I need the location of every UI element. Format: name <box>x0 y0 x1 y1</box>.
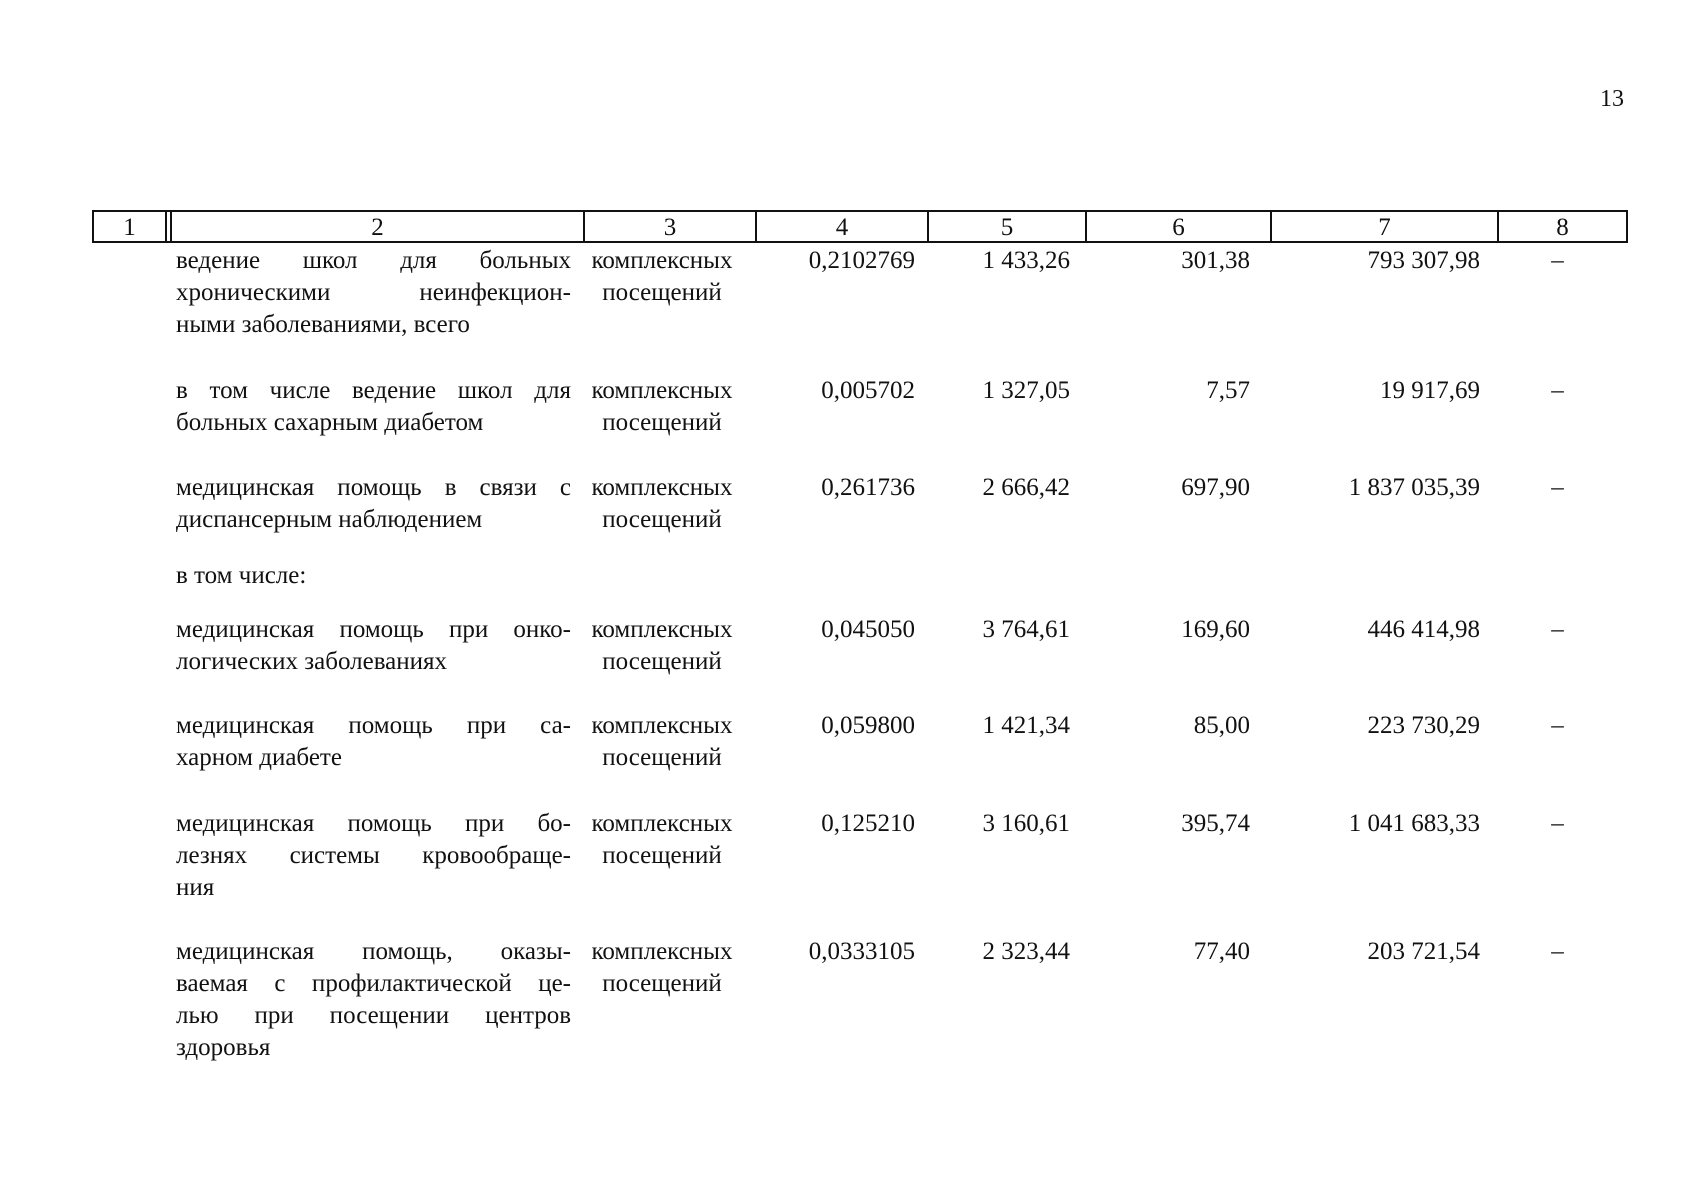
description-line: ваемая с профилактической це- <box>176 970 571 997</box>
row-description <box>176 808 571 904</box>
description-line: логических заболеваниях <box>176 648 448 675</box>
header-cell-1: 1 <box>123 214 136 241</box>
row-unit <box>578 710 746 774</box>
description-line: в том числе ведение школ для <box>176 377 571 404</box>
description-line: харном диабете <box>176 744 342 771</box>
col8-value: – <box>1551 616 1564 643</box>
description-line: медицинская помощь, оказы- <box>176 938 571 965</box>
col4-value: 0,125210 <box>821 810 915 837</box>
col7-value: 223 730,29 <box>1367 712 1480 739</box>
col6-value: 697,90 <box>1181 474 1250 501</box>
col5-value: 1 433,26 <box>982 247 1070 274</box>
unit-line: комплексных <box>591 712 733 739</box>
col6-value: 7,57 <box>1206 377 1250 404</box>
row-unit <box>578 936 746 1000</box>
col7-value: 446 414,98 <box>1367 616 1480 643</box>
description-line: медицинская помощь в связи с <box>176 474 571 501</box>
col6-value: 301,38 <box>1181 247 1250 274</box>
header-cell-8: 8 <box>1497 212 1626 241</box>
header-cell-7: 7 <box>1270 212 1497 241</box>
description-line: ния <box>176 874 215 901</box>
row-description <box>176 710 571 774</box>
col4-value: 0,045050 <box>821 616 915 643</box>
col7-value: 1 837 035,39 <box>1348 474 1480 501</box>
page-number: 13 <box>1600 86 1624 112</box>
unit-line: посещений <box>602 648 722 675</box>
header-cell-4: 4 <box>755 212 927 241</box>
description-line: диспансерным наблюдением <box>176 506 483 533</box>
col4-value: 0,059800 <box>821 712 915 739</box>
unit-line: посещений <box>602 842 722 869</box>
header-cell-2: 2 <box>170 212 583 241</box>
header-cell-3: 3 <box>583 212 755 241</box>
unit-line: посещений <box>602 970 722 997</box>
col5-value: 2 323,44 <box>982 938 1070 965</box>
table-header-row <box>92 210 1628 243</box>
col4-value: 0,261736 <box>821 474 915 501</box>
col7-value: 19 917,69 <box>1380 377 1480 404</box>
description-line: хроническими неинфекцион- <box>176 279 571 306</box>
description-line: ведение школ для больных <box>176 247 571 274</box>
col5-value: 1 421,34 <box>982 712 1070 739</box>
col8-value: – <box>1551 938 1564 965</box>
col5-value: 2 666,42 <box>982 474 1070 501</box>
row-description <box>176 936 571 1064</box>
description-line: медицинская помощь при бо- <box>176 810 571 837</box>
row-description <box>176 375 571 439</box>
description-line: лезнях системы кровообраще- <box>176 842 571 869</box>
description-line: больных сахарным диабетом <box>176 409 484 436</box>
col6-value: 169,60 <box>1181 616 1250 643</box>
col5-value: 3 764,61 <box>982 616 1070 643</box>
col8-value: – <box>1551 810 1564 837</box>
unit-line: посещений <box>602 744 722 771</box>
col4-value: 0,005702 <box>821 377 915 404</box>
col5-value: 1 327,05 <box>982 377 1070 404</box>
col7-value: 1 041 683,33 <box>1348 810 1480 837</box>
unit-line: комплексных <box>591 474 733 501</box>
unit-line: комплексных <box>591 377 733 404</box>
col4-value: 0,2102769 <box>808 247 915 274</box>
col8-value: – <box>1551 247 1564 274</box>
col6-value: 77,40 <box>1193 938 1250 965</box>
row-unit <box>578 472 746 536</box>
header-cell-6: 6 <box>1085 212 1270 241</box>
subheading: в том числе: <box>176 562 307 589</box>
col7-value: 203 721,54 <box>1367 938 1480 965</box>
col6-value: 85,00 <box>1193 712 1250 739</box>
description-line: здоровья <box>176 1034 271 1061</box>
row-unit <box>578 808 746 872</box>
col6-value: 395,74 <box>1181 810 1250 837</box>
row-description <box>176 245 571 341</box>
description-line: медицинская помощь при онко- <box>176 616 571 643</box>
col8-value: – <box>1551 474 1564 501</box>
unit-line: комплексных <box>591 247 733 274</box>
unit-line: посещений <box>602 279 722 306</box>
unit-line: посещений <box>602 506 722 533</box>
col8-value: – <box>1551 712 1564 739</box>
row-unit <box>578 375 746 439</box>
row-unit <box>578 614 746 678</box>
description-line: лью при посещении центров <box>176 1002 571 1029</box>
unit-line: посещений <box>602 409 722 436</box>
col5-value: 3 160,61 <box>982 810 1070 837</box>
description-line: ными заболеваниями, всего <box>176 311 470 338</box>
row-description <box>176 472 571 536</box>
col7-value: 793 307,98 <box>1367 247 1480 274</box>
unit-line: комплексных <box>591 616 733 643</box>
unit-line: комплексных <box>591 938 733 965</box>
row-description <box>176 614 571 678</box>
row-unit <box>578 245 746 309</box>
header-cell-5: 5 <box>927 212 1085 241</box>
col4-value: 0,0333105 <box>808 938 915 965</box>
col8-value: – <box>1551 377 1564 404</box>
description-line: медицинская помощь при са- <box>176 712 571 739</box>
unit-line: комплексных <box>591 810 733 837</box>
